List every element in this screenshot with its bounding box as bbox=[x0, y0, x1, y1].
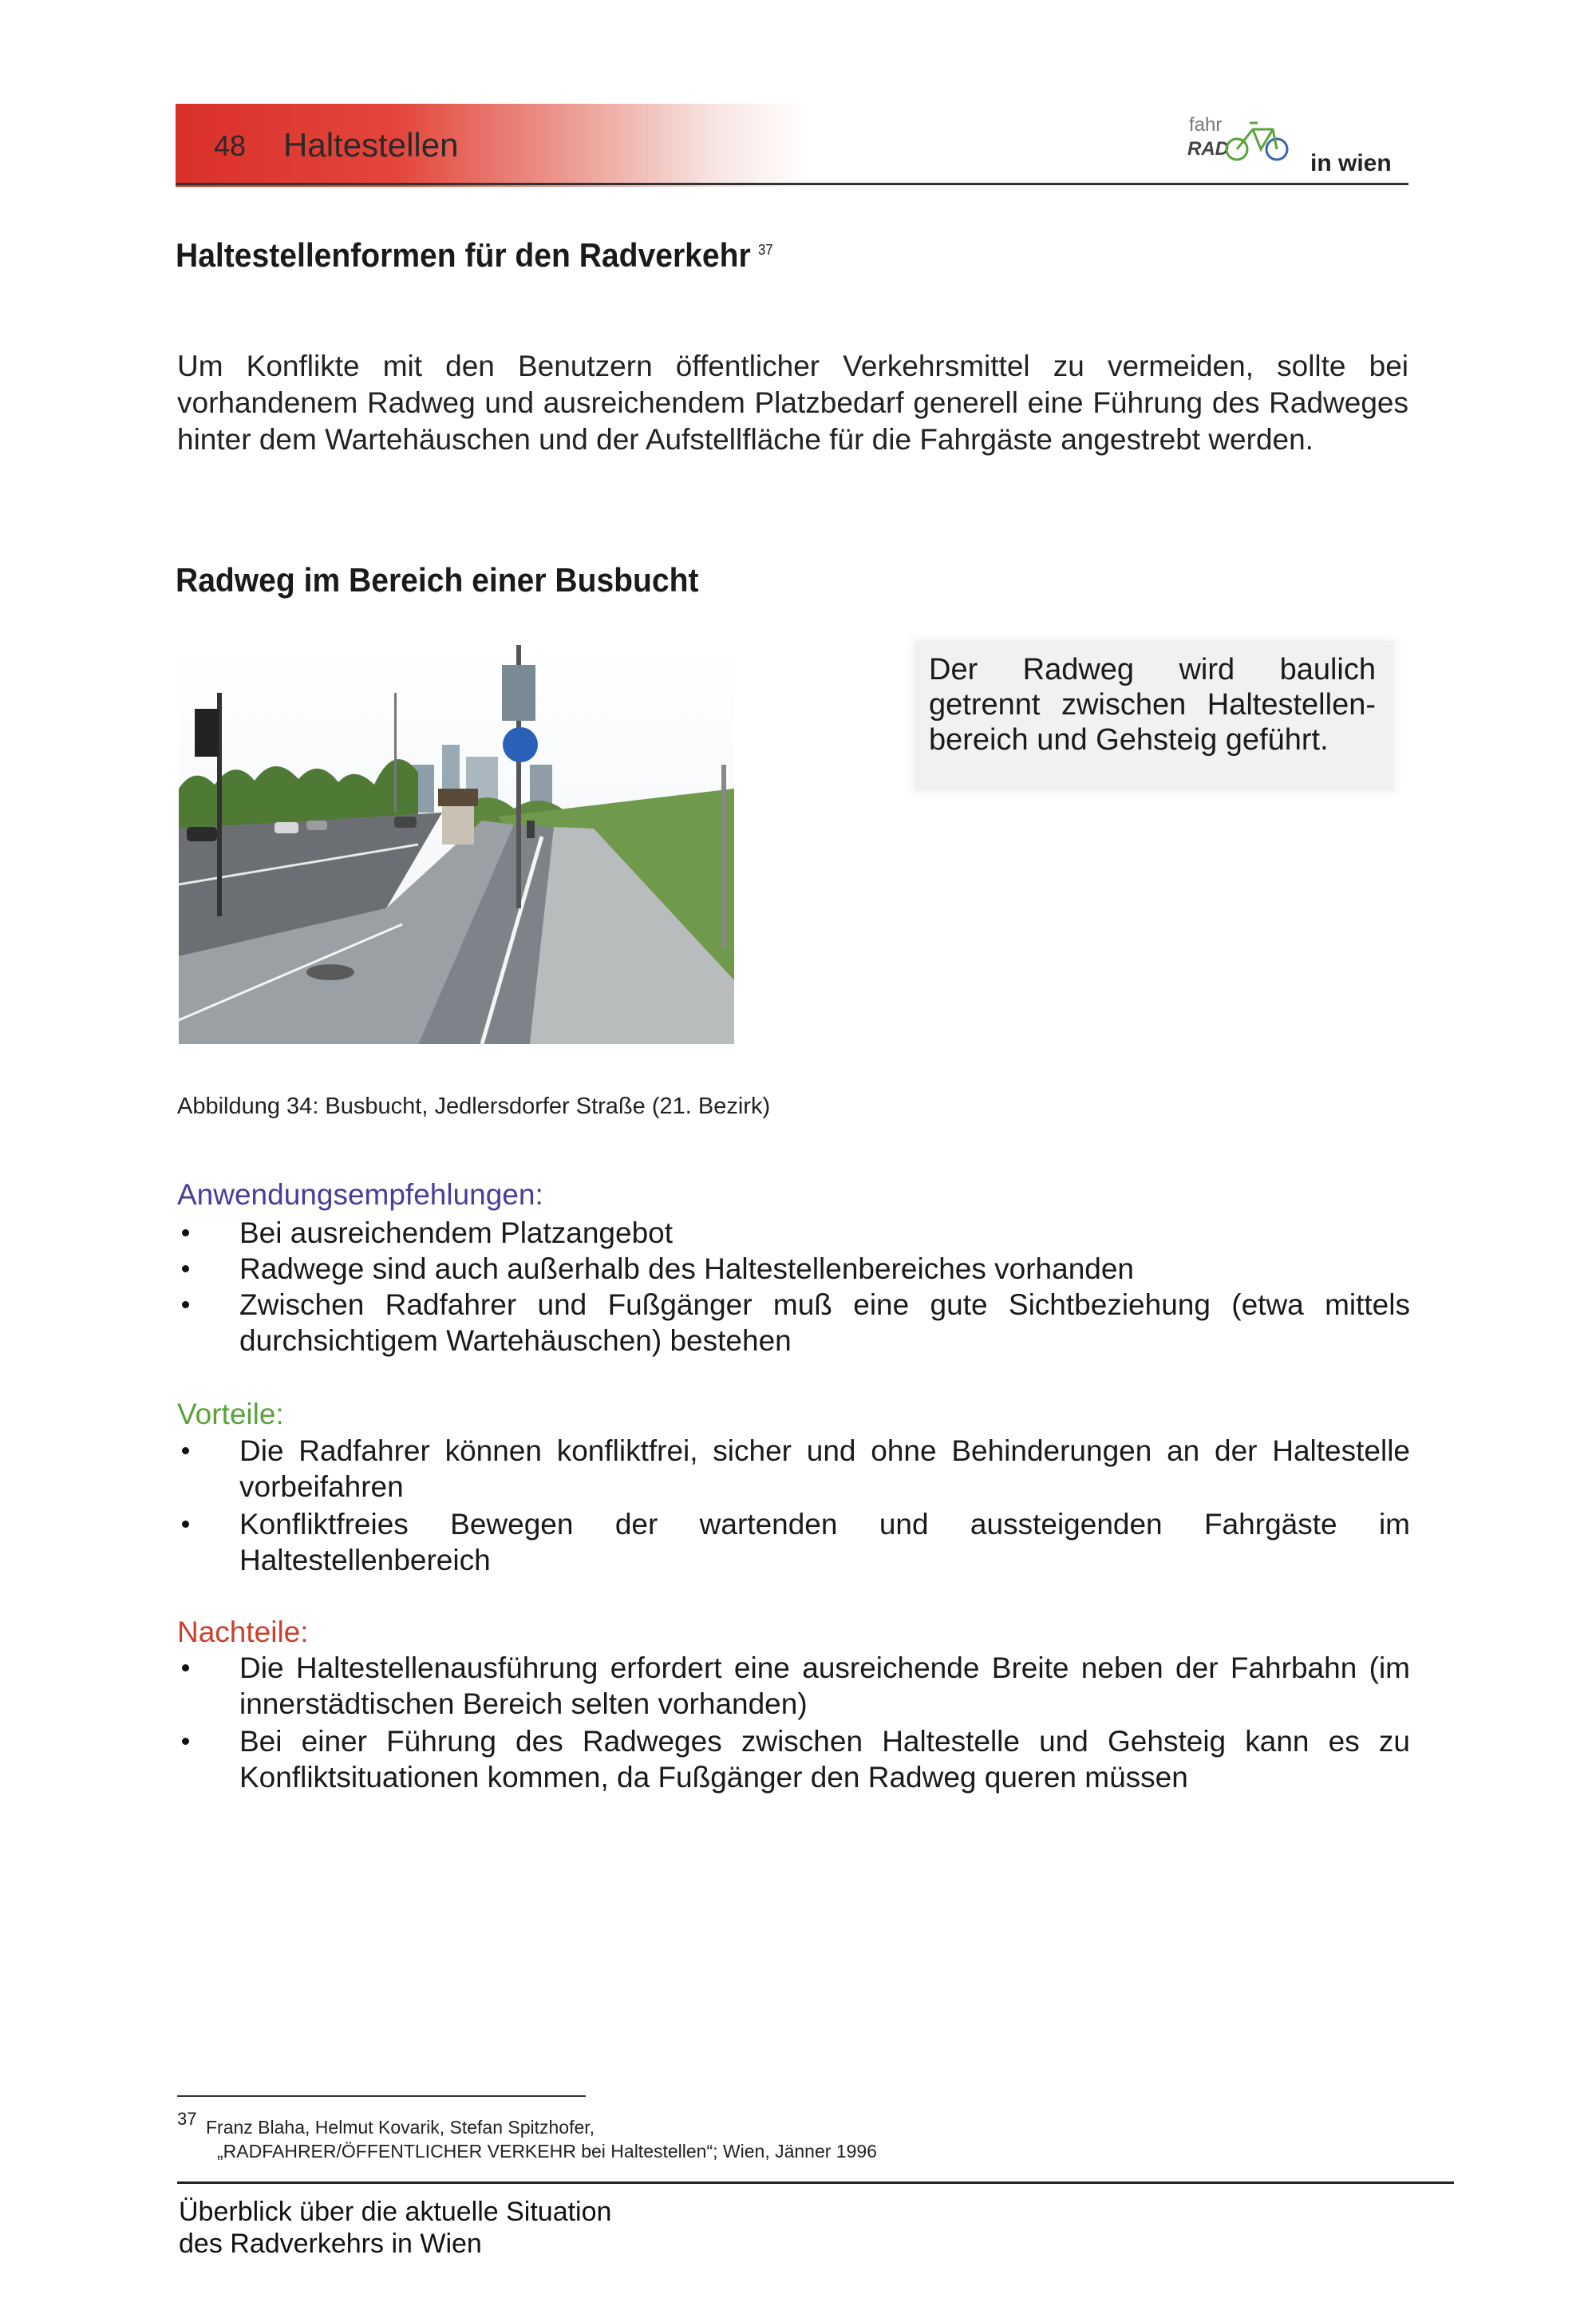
bullet-icon bbox=[182, 1664, 189, 1671]
photo-callout-box bbox=[915, 641, 1393, 790]
footer-title-line2: des Radverkehrs in Wien bbox=[179, 2229, 482, 2259]
header-section-title: Haltestellen bbox=[283, 126, 459, 164]
advantages-label: Vorteile: bbox=[177, 1398, 284, 1430]
list-item: Bei ausreichendem Platzangebot bbox=[177, 1215, 1410, 1251]
bullet-icon bbox=[182, 1521, 189, 1528]
logo-word-top: fahr bbox=[1189, 114, 1223, 136]
footnote-source: „RADFAHRER/ÖFFENTLICHER VERKEHR bei Haltestellen“; Wien, Jänner 1996 bbox=[217, 2141, 877, 2162]
recommendations-label: Anwendungsempfehlungen: bbox=[177, 1178, 543, 1211]
list-item: Zwischen Radfahrer und Fußgänger muß eine gute Sichtbeziehung (etwa mittels durchsichtigem Wartehäuschen) bestehen bbox=[177, 1287, 1410, 1359]
list-item: Die Haltestellenausführung erfordert eine ausreichende Breite neben der Fahrbahn (im innerstädtischen Bereich selten vorhanden) bbox=[177, 1650, 1410, 1722]
bullet-icon bbox=[182, 1738, 189, 1745]
bullet-icon bbox=[182, 1447, 189, 1454]
footnote-authors: Franz Blaha, Helmut Kovarik, Stefan Spitzhofer, bbox=[206, 2117, 595, 2138]
subsection-heading: Radweg im Bereich einer Busbucht bbox=[176, 561, 699, 599]
bullet-icon bbox=[182, 1229, 189, 1236]
recommendations-list bbox=[177, 1215, 1410, 1359]
disadvantages-list bbox=[177, 1650, 1410, 1797]
footer-title-line1: Überblick über die aktuelle Situation bbox=[179, 2197, 612, 2227]
advantages-list bbox=[177, 1433, 1410, 1580]
list-item: Konfliktfreies Bewegen der wartenden und aussteigenden Fahrgäste im Haltestellenbereich bbox=[177, 1506, 1410, 1578]
footnote-mark: 37 bbox=[177, 2109, 197, 2129]
figure-caption: Abbildung 34: Busbucht, Jedlersdorfer Straße (21. Bezirk) bbox=[177, 1094, 771, 1119]
intro-paragraph: Um Konflikte mit den Benutzern öffentlicher Verkehrsmittel zu vermeiden, sollte bei vorhandenem Radweg und ausreichendem Platzbedarf generell eine Führung des Radweges hinter dem Wartehäuschen und der Aufstellfläche für die Fahrgäste angestrebt werden. bbox=[177, 350, 1408, 456]
header-band bbox=[176, 104, 806, 187]
footnote-reference[interactable]: 37 bbox=[757, 242, 773, 258]
header-rule bbox=[176, 183, 1408, 185]
disadvantages-label: Nachteile: bbox=[177, 1616, 309, 1648]
bicycle-icon bbox=[1227, 123, 1287, 160]
fahrrad-logo bbox=[1181, 105, 1301, 177]
list-item: Radwege sind auch außerhalb des Haltestellenbereiches vorhanden bbox=[177, 1251, 1410, 1287]
bullet-icon bbox=[182, 1301, 189, 1308]
bullet-icon bbox=[182, 1265, 189, 1272]
page-heading bbox=[176, 236, 773, 275]
list-item: Bei einer Führung des Radweges zwischen Haltestelle und Gehsteig kann es zu Konfliktsituationen kommen, da Fußgänger den Radweg queren müssen bbox=[177, 1723, 1410, 1795]
footnote-rule bbox=[177, 2095, 586, 2097]
logo-suffix: in wien bbox=[1310, 150, 1392, 176]
bus-bay-photo bbox=[179, 645, 734, 1044]
list-item: Die Radfahrer können konfliktfrei, sicher und ohne Behinderungen an der Haltestelle vorbeifahren bbox=[177, 1433, 1410, 1505]
footer-rule bbox=[177, 2181, 1454, 2184]
page-number: 48 bbox=[214, 129, 247, 162]
logo-word-bottom: RAD bbox=[1187, 138, 1229, 160]
page-heading-text: Haltestellenformen für den Radverkehr bbox=[176, 236, 751, 274]
callout-text: Der Radweg wird baulich getrennt zwischen Haltestellen-bereich und Gehsteig geführt. bbox=[929, 653, 1376, 757]
